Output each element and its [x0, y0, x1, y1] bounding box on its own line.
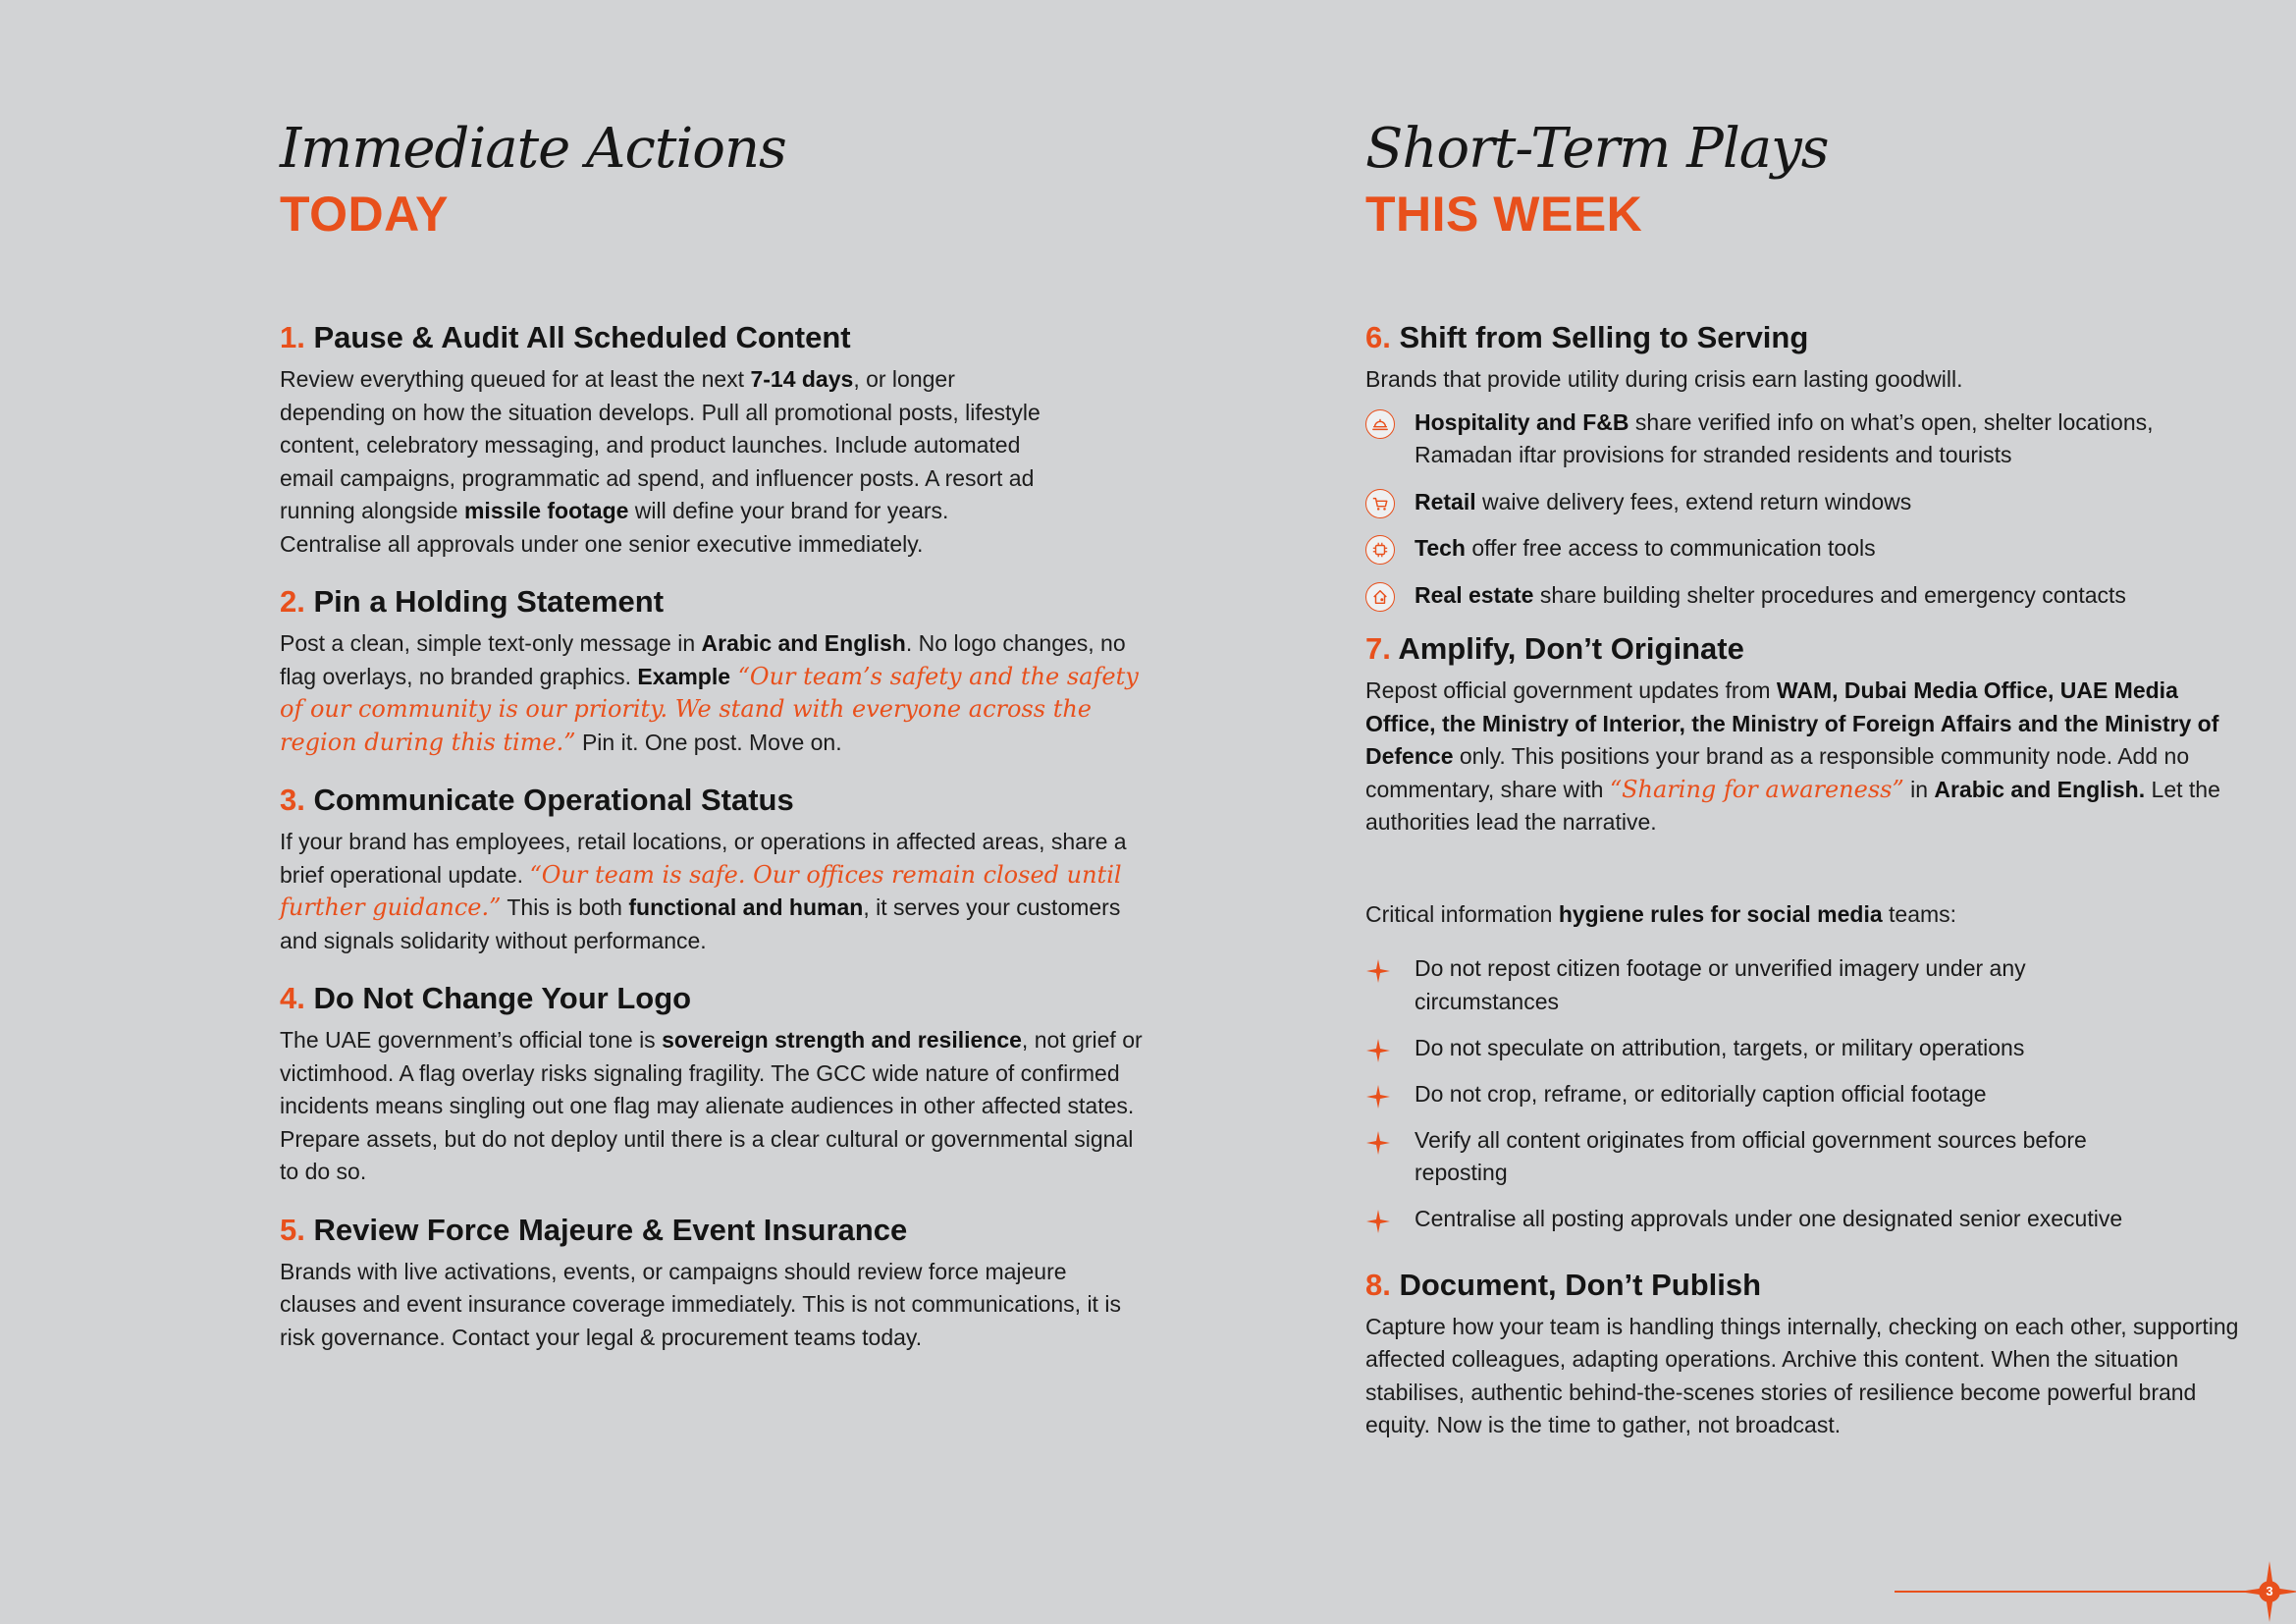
list-item: Centralise all posting approvals under one designated senior executive — [1365, 1203, 2249, 1236]
left-heading-italic: Immediate Actions — [280, 117, 786, 181]
home-icon — [1365, 582, 1395, 612]
section-2-body: Post a clean, simple text-only message in Arabic and English. No logo changes, no flag overlays, no branded graphics. Example “Our team’s safety and the safety of our community is our priority. We stand with everyone across the region during this time.” Pin it. One post. Move on. — [280, 630, 1139, 756]
right-heading-italic: Short-Term Plays — [1365, 117, 1829, 181]
list-item: Tech offer free access to communication tools — [1365, 532, 2249, 566]
page-number: 3 — [2266, 1584, 2273, 1598]
star-bullet-icon — [1365, 1209, 1391, 1234]
section-1-body: Review everything queued for at least the next 7-14 days, or longer depending on how the situation develops. Pull all promotional posts, lifestyle content, celebratory messaging, and product launches. Include automated email campaigns, programmatic ad spend, and influencer posts. A resort ad running alongside missile footage will define your brand for years. Centralise all approvals under one senior executive immediately. — [280, 366, 1041, 557]
section-7-title: 7. Amplify, Don’t Originate — [1365, 631, 1744, 666]
section-5-body: Brands with live activations, events, or campaigns should review force majeure clauses and event insurance coverage immediately. This is not communications, it is risk governance. Contact your legal & procurement teams today. — [280, 1258, 1121, 1350]
section-1 — [280, 318, 1144, 561]
section-8-body: Capture how your team is handling things internally, checking on each other, supporting affected colleagues, adapting operations. Archive this content. When the situation stabilises, authentic behind-the-scenes stories of resilience become powerful brand equity. Now is the time to gather, not broadcast. — [1365, 1313, 2239, 1437]
section-5-title: 5. Review Force Majeure & Event Insurance — [280, 1212, 908, 1247]
section-4 — [280, 979, 1144, 1189]
section-3 — [280, 781, 1144, 957]
left-heading-caps: TODAY — [280, 187, 450, 242]
section-3-title: 3. Communicate Operational Status — [280, 783, 794, 817]
sharing-quote: “Sharing for awareness” — [1609, 775, 1904, 803]
hygiene-rules-list — [1365, 952, 2249, 1236]
section-1-title: 1. Pause & Audit All Scheduled Content — [280, 320, 851, 354]
list-item: Do not repost citizen footage or unverified imagery under any circumstances — [1365, 952, 2249, 1018]
star-bullet-icon — [1365, 1084, 1391, 1110]
utility-list — [1365, 406, 2249, 613]
list-item: Do not speculate on attribution, targets, or military operations — [1365, 1032, 2249, 1065]
hospitality-icon — [1365, 409, 1395, 439]
section-2-title: 2. Pin a Holding Statement — [280, 584, 665, 619]
section-7 — [1365, 629, 2249, 839]
section-8-title: 8. Document, Don’t Publish — [1365, 1267, 1762, 1302]
section-3-body: If your brand has employees, retail locations, or operations in affected areas, share a brief operational update. “Our team is safe. Our offices remain closed until further guidance.” This is both functional and human, it serves your customers and signals solidarity without performance. — [280, 829, 1127, 953]
list-item: Hospitality and F&B share verified info on what’s open, shelter locations, Ramadan iftar provisions for stranded residents and tourists — [1365, 406, 2249, 472]
hygiene-rules — [1365, 898, 2249, 1236]
section-2 — [280, 582, 1144, 759]
star-bullet-icon — [1365, 1038, 1391, 1063]
section-8 — [1365, 1266, 2249, 1442]
section-7-body: Repost official government updates from WAM, Dubai Media Office, UAE Media Office, the Ministry of Interior, the Ministry of Foreign Affairs and the Ministry of Defence only. This positions your brand as a responsible community node. Add no commentary, share with “Sharing for awareness” in Arabic and English. Let the authorities lead the narrative. — [1365, 677, 2220, 835]
list-item: Verify all content originates from official government sources before reposting — [1365, 1124, 2249, 1190]
hygiene-intro: Critical information hygiene rules for social media teams: — [1365, 900, 1957, 927]
section-6 — [1365, 318, 2249, 612]
section-4-body: The UAE government’s official tone is sovereign strength and resilience, not grief or victimhood. A flag overlay risks signaling fragility. The GCC wide nature of confirmed incidents means singling out one flag may alienate audiences in other affected states. Prepare assets, but do not deploy until there is a clear cultural or governmental signal to do so. — [280, 1027, 1143, 1184]
holding-statement-quote: “Our team’s safety and the safety of our community is our priority. We stand with everyone across the region during this time.” — [280, 662, 1139, 756]
right-heading-caps: THIS WEEK — [1365, 187, 1643, 242]
section-6-title: 6. Shift from Selling to Serving — [1365, 320, 1809, 354]
section-5 — [280, 1211, 1144, 1355]
star-bullet-icon — [1365, 958, 1391, 984]
list-item: Real estate share building shelter procedures and emergency contacts — [1365, 579, 2249, 613]
cart-icon — [1365, 489, 1395, 518]
right-column — [1365, 116, 2249, 1442]
star-bullet-icon — [1365, 1130, 1391, 1156]
list-item: Do not crop, reframe, or editorially caption official footage — [1365, 1078, 2249, 1111]
section-4-title: 4. Do Not Change Your Logo — [280, 981, 692, 1015]
list-item: Retail waive delivery fees, extend return windows — [1365, 486, 2249, 519]
footer-rule — [1895, 1591, 2268, 1593]
chip-icon — [1365, 535, 1395, 565]
section-6-intro: Brands that provide utility during crisis earn lasting goodwill. — [1365, 366, 1963, 392]
operational-status-quote: “Our team is safe. Our offices remain closed until further guidance.” — [280, 860, 1122, 921]
left-column — [280, 116, 1144, 1354]
